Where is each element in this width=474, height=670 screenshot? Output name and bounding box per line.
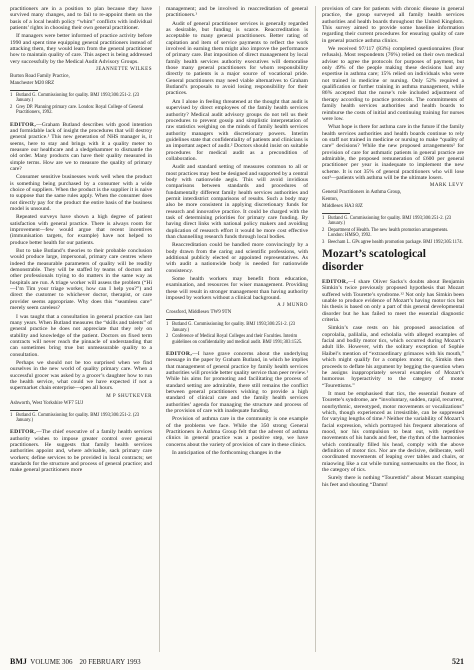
author-signature: A J MUNRO	[277, 303, 308, 309]
article-heading: Mozart’s scatological disorder	[322, 248, 426, 274]
author-affiliation: Burton Road Family Practice,	[10, 74, 70, 80]
letter-paragraph: EDITOR,—The chief executive of a family health services authority wishes to impose greater control over general practitioners. He suggests that family health services authorities appoint and, where advisable, sack primary care workers; define services to be provided in local contracts; set standards for the structure and process of general practice; and make general practitioners more	[10, 429, 152, 474]
journal-name: BMJ	[10, 657, 27, 666]
paragraph: Perhaps we should not be too surprised when we find ourselves in the new world of quality primary care. When a successful grocer was asked by a grocer’s daughter how to run the health service, what could we have expected if not a supermarket chain enterprise—open all hours.	[10, 359, 152, 392]
letter-paragraph: EDITOR,—I have grave concerns about the underlying message in the paper by Graham Butland, in which he implies that management of general practice by family health services authorities will provide better quality service than peer review.¹ While his aims for promoting and facilitating the process of standard setting are admirable, there still remains the conflict between general practitioners wishing to provide a high standard of clinical care and the family health services authorities’ agenda for managing the structure and process of the provision of care with inadequate funding.	[166, 351, 308, 415]
column-3	[322, 6, 464, 652]
paragraph: We received 97/117 (83%) completed questionnaires (four refusals). Most respondents (76%) relied on their own medical adviser to agree the protocols for purposes of payment, but only 49% of the people making these decisions had any expertise in asthma care; 15% relied on individuals who were not trained in medicine or nursing. Only 52% required a qualification or further training in asthma management, while 86% accepted that the nurse’s role included adjustment of therapy according to practice protocols. The commitments of family health services authorities and health boards to reimburse the costs of initial and continuing training for nurses were low.	[322, 46, 464, 122]
editor-salutation: EDITOR,	[322, 279, 349, 286]
reference-divider	[166, 319, 194, 320]
reference-item: 2 Department of Health. The new health promotion arrangements. London: HMSO, 1992.	[322, 227, 449, 239]
author-affiliation: Manchester M20 8RZ	[10, 81, 55, 86]
author-affiliation: Middlesex HA3 8JZ	[322, 204, 363, 210]
reference-text: Grey DP. Planning primary care. London: Royal College of General Practitioners, 1992.	[16, 104, 144, 116]
author-affiliation: Crossford, Middlesex TW9 9TN	[166, 310, 232, 316]
letter-paragraph: EDITOR,—Graham Butland describes with good intention and formidable lack of insight the procedures that will destroy general practice.¹ This new generation of NHS manager is, it seems, here to stay and brings with it a quality meter to measure our healthcare and a sledgehammer to dismantle the old order. Many products can have their quality measured in simple terms. How are we to measure the quality of primary care?	[10, 121, 152, 172]
author-signature: MARK LEVY	[429, 183, 464, 189]
column-rule	[159, 6, 160, 652]
paragraph: Audit of general practitioner services is generally regarded as desirable, but funding is scarce. Reaccreditation is acceptable to many general practitioners. Better rating of capitation and item of service payments to reflect the work involved in earning them might also improve the performance of primary care. But imposition of direct management by local family health services authority executives will demoralise those many general practitioners for whom responsibility directly to patients is a major source of vocational pride. General practitioners may need viable alternatives to Graham Butland’s proposals to avoid losing responsibility for their practices.	[166, 20, 308, 97]
reference-text: Department of Health. The new health promotion arrangements. London: HMSO, 1992.	[328, 227, 449, 239]
reference-item: 1 Butland G. Commissioning for quality. BMJ 1993;306:251-2. (23 January.)	[10, 92, 140, 104]
paragraph: If managers were better informed of practice activity before 1990 and spent time equipping general practitioners instead of attacking them, they would learn from the general practitioner how to maintain quality of care. This aspect is being addressed very successfully by the Medical Audit Advisory Groups.	[10, 33, 152, 65]
paragraph: Am I alone in feeling threatened at the thought that audit is supervised by direct employees of the family health services authority? Medical audit advisory groups do not tell us their procedures to prevent gossip and simplistic interpretation of raw statistics weighing on the minds of family health services authority managers with discretionary powers. Interim guidelines state that confidentiality of patients and clinicians is an important aspect of audit.² Doctors should insist on suitable procedures for medical audit as a precondition of collaboration.	[166, 98, 308, 162]
column-rule	[315, 6, 316, 652]
reference-text: Conference of Medical Royal Colleges and their Faculties. Interim guidelines on confidentiality and medical audit. BMJ 1991;303:1525.	[172, 334, 303, 345]
author-signature: M P SHUTKEVER	[106, 393, 152, 399]
reference-text: Butland G. Commissioning for quality. BMJ 1993;306:251-2. (23 January.)	[172, 322, 296, 333]
issue-date: 20 FEBRUARY 1993	[79, 658, 141, 666]
page-number: 521	[452, 657, 464, 666]
reference-item: 2 Grey DP. Planning primary care. London: Royal College of General Practitioners, 1992.	[10, 104, 144, 116]
paragraph: What hope is there for asthma care in the future if the family health services authorities and health boards continue to rely on staff not trained in medicine or nursing to make “quality of care” decisions? While the new proposed arrangements² for provision of care for asthmatic patients in general practice are admirable, the proposed remuneration of £600 per general practitioner per year is inadequate to implement the new scheme. It is not 35% of general practitioners who will lose out³—patients with asthma will be the ultimate losers.	[322, 124, 464, 181]
paragraph: Surely there is nothing “Tourettish” about Mozart stamping his feet and shouting “Damn!	[322, 475, 464, 488]
author-affiliation: General Practitioners in Asthma Group,	[322, 190, 402, 196]
reference-item: 1 Butland G. Commissioning for quality. BMJ 1993;306:251-2. (23 January.)	[166, 322, 296, 333]
reference-divider	[10, 410, 38, 411]
editor-salutation: EDITOR,	[10, 429, 37, 436]
reference-item: 3 Beecham L. GPs agree health promotion package. BMJ 1992;305:1174.	[322, 239, 463, 245]
paragraph: Some health workers may benefit from education, examination, and resources for wiser management. Providing these will result in stronger management than having authority imposed by workers without a clinical background.	[166, 276, 308, 302]
editor-salutation: EDITOR,	[10, 121, 37, 128]
paragraph: Simkin’s case rests on his proposed association of coprolalia, palilalia, and echolalia with alleged examples of facial and bodily motor tics, which occurred during Mozart’s adult life. However, with the solitary exception of Sophie Haibel’s mention of “extraordinary grimaces with his mouth,” which might qualify for a complex motor tic, Simkin then proceeds to deflate his argument by begging the question when he assigns inappropriately several examples of Mozart’s humorous hyperactivity to the category of motor “Tourettisms.”	[322, 325, 464, 389]
reference-text: Beecham L. GPs agree health promotion package. BMJ 1992;305:1174.	[328, 239, 463, 245]
journal-volume: VOLUME 306	[30, 658, 73, 666]
reference-item: 2 Conference of Medical Royal Colleges and their Faculties. Interim guidelines on confidentiality and medical audit. BMJ 1991;303:1525.	[166, 334, 303, 345]
letter-paragraph: EDITOR,—I share Oliver Sacks’s doubts about Benjamin Simkin’s twice previously proposed hypothesis that Mozart suffered with Tourette’s syndrome.¹² Not only has Simkin been unable to produce evidence of Mozart’s having motor tics but his thesis is based on only a part of this general developmental disorder but he has failed to meet the essential diagnostic criteria.	[322, 279, 464, 324]
paragraph: But to take Butland’s theories to their probable conclusion would produce large, impersonal, primary care centres where indeed the measurable parameters of quality will be readily demonstrable. They will be staffed by teams of doctors and other professionals trying to do matters in the same way as hospitals are run. A triage worker will assess the problem (“Hi—I’m Tim your triage worker, how can I help you?”) and direct the customer to whichever doctor, therapist, or care provider seems appropriate. Why does this “seamless care” merely seem careless?	[10, 248, 152, 312]
paragraph: management; and be involved in reaccreditation of general practitioners.¹	[166, 6, 308, 19]
page-footer	[10, 656, 464, 668]
reference-text: Butland G. Commissioning for quality. BMJ 1993;306:251-2. (23 January.)	[16, 412, 140, 423]
paragraph: Reaccreditation could be handled more convincingly by a body drawn from the caring and scientific professions, with additional publicly elected or appointed representatives. As with audit a nationwide body is needed for nationwide consistency.	[166, 242, 308, 274]
paragraph: I was taught that a consultation in general practice can last many years. When Butland measures the “skills and talents” of general practice he does not appreciate that they rely on stability and knowledge of the patient. Doctors on fixed term contracts will never reach the pinnacle of understanding that can sometimes bring true but unmeasurable quality to a consultation.	[10, 313, 152, 358]
editor-salutation: EDITOR,	[166, 351, 193, 357]
paragraph: Consumer sensitive businesses work well when the product is something being purchased by a consumer with a wide choice of suppliers. When the product is the supplier it is naive to suppose that the same rules apply. When the consumer does not directly pay for the product the entire basis of the business model is unsound.	[10, 174, 152, 212]
paragraph: provision of care for patients with chronic disease in general practice, the group surveyed all family health services authorities and health boards throughout the United Kingdom. This survey aimed to provide some baseline information regarding their current procedures for ensuring quality of care in general practice asthma clinics.	[322, 6, 464, 44]
reference-divider	[322, 213, 350, 214]
author-affiliation: Kenton,	[322, 197, 338, 203]
column-1	[10, 6, 152, 652]
paragraph: In anticipation of the forthcoming changes in the	[172, 450, 282, 457]
journal-page	[10, 6, 464, 652]
paragraph: Repeated surveys have shown a high degree of patient satisfaction with general practice. There is always room for improvement—few would argue that recent incentives (immunisation targets, for example) have not helped to produce better health for our patients.	[10, 214, 152, 246]
column-2	[166, 6, 308, 652]
reference-text: Butland G. Commissioning for quality. BMJ 1993;306:251-2. (23 January.)	[328, 216, 452, 227]
paragraph: practitioners are in a position to plan because they have survived many changes, and to fail to re-appoint them on the basis of a local health policy “whim” conflicts with individual patients’ rights in choosing their own general practitioner.	[10, 6, 152, 32]
paragraph: Audit and standard setting of measures common to all or most practices may best be designed and supported by a central body with nationwide aegis. This will avoid invidious comparisons between standards and procedures of fundamentally different family health services authorities and permit interdistrict comparisons of results. Such a body may also be more consistent in applying discretionary funds for research and innovative practice. It could be charged with the task of determining priorities for primary care funding. By having direct links with national policy makers and avoiding duplication of research effort it would be more cost effective than channelling research funds through local bodies.	[166, 164, 308, 241]
reference-item: 1 Butland G. Commissioning for quality. BMJ 1993;306:251-2. (23 January.)	[10, 412, 140, 423]
paragraph: It must be emphasised that tics, the essential feature of Tourette’s syndrome, are “involuntary, sudden, rapid, recurrent, nonrhythmic, stereotyped, motor movements or vocalizations” which, though experienced as irresistible, can be suppressed for varying lengths of time.³ Neither the variability of Mozart’s facial expression, which portrayed his frequent alterations of mood, nor his compulsion to beat out, with repetitive movements of his hands and feet, the rhythm of the harmonies which continually filled his head, comply with the above definition of motor tics. Nor are the decisive, deliberate, well coordinated movements of leaping over tables and chairs, or miaowing like a cat while turning somersaults on the floor, in the category of tics.	[322, 390, 464, 473]
reference-item: 1 Butland G. Commissioning for quality. BMJ 1993;306:251-2. (23 January.)	[322, 216, 452, 227]
reference-text: Butland G. Commissioning for quality. BMJ 1993;306:251-2. (23 January.)	[16, 92, 140, 104]
paragraph: Provision of asthma care in the community is one example of the problems we face. While the 350 strong General Practitioners in Asthma Group felt that the advent of asthma clinics in general practice was a positive step, we have concerns about the variety of provision of care in these clinics.	[166, 416, 308, 448]
reference-divider	[10, 90, 38, 91]
author-signature: JEANNETTE WILKES	[95, 67, 152, 73]
author-affiliation: Ashworth, West Yorkshire WF7 5UJ	[10, 400, 84, 406]
